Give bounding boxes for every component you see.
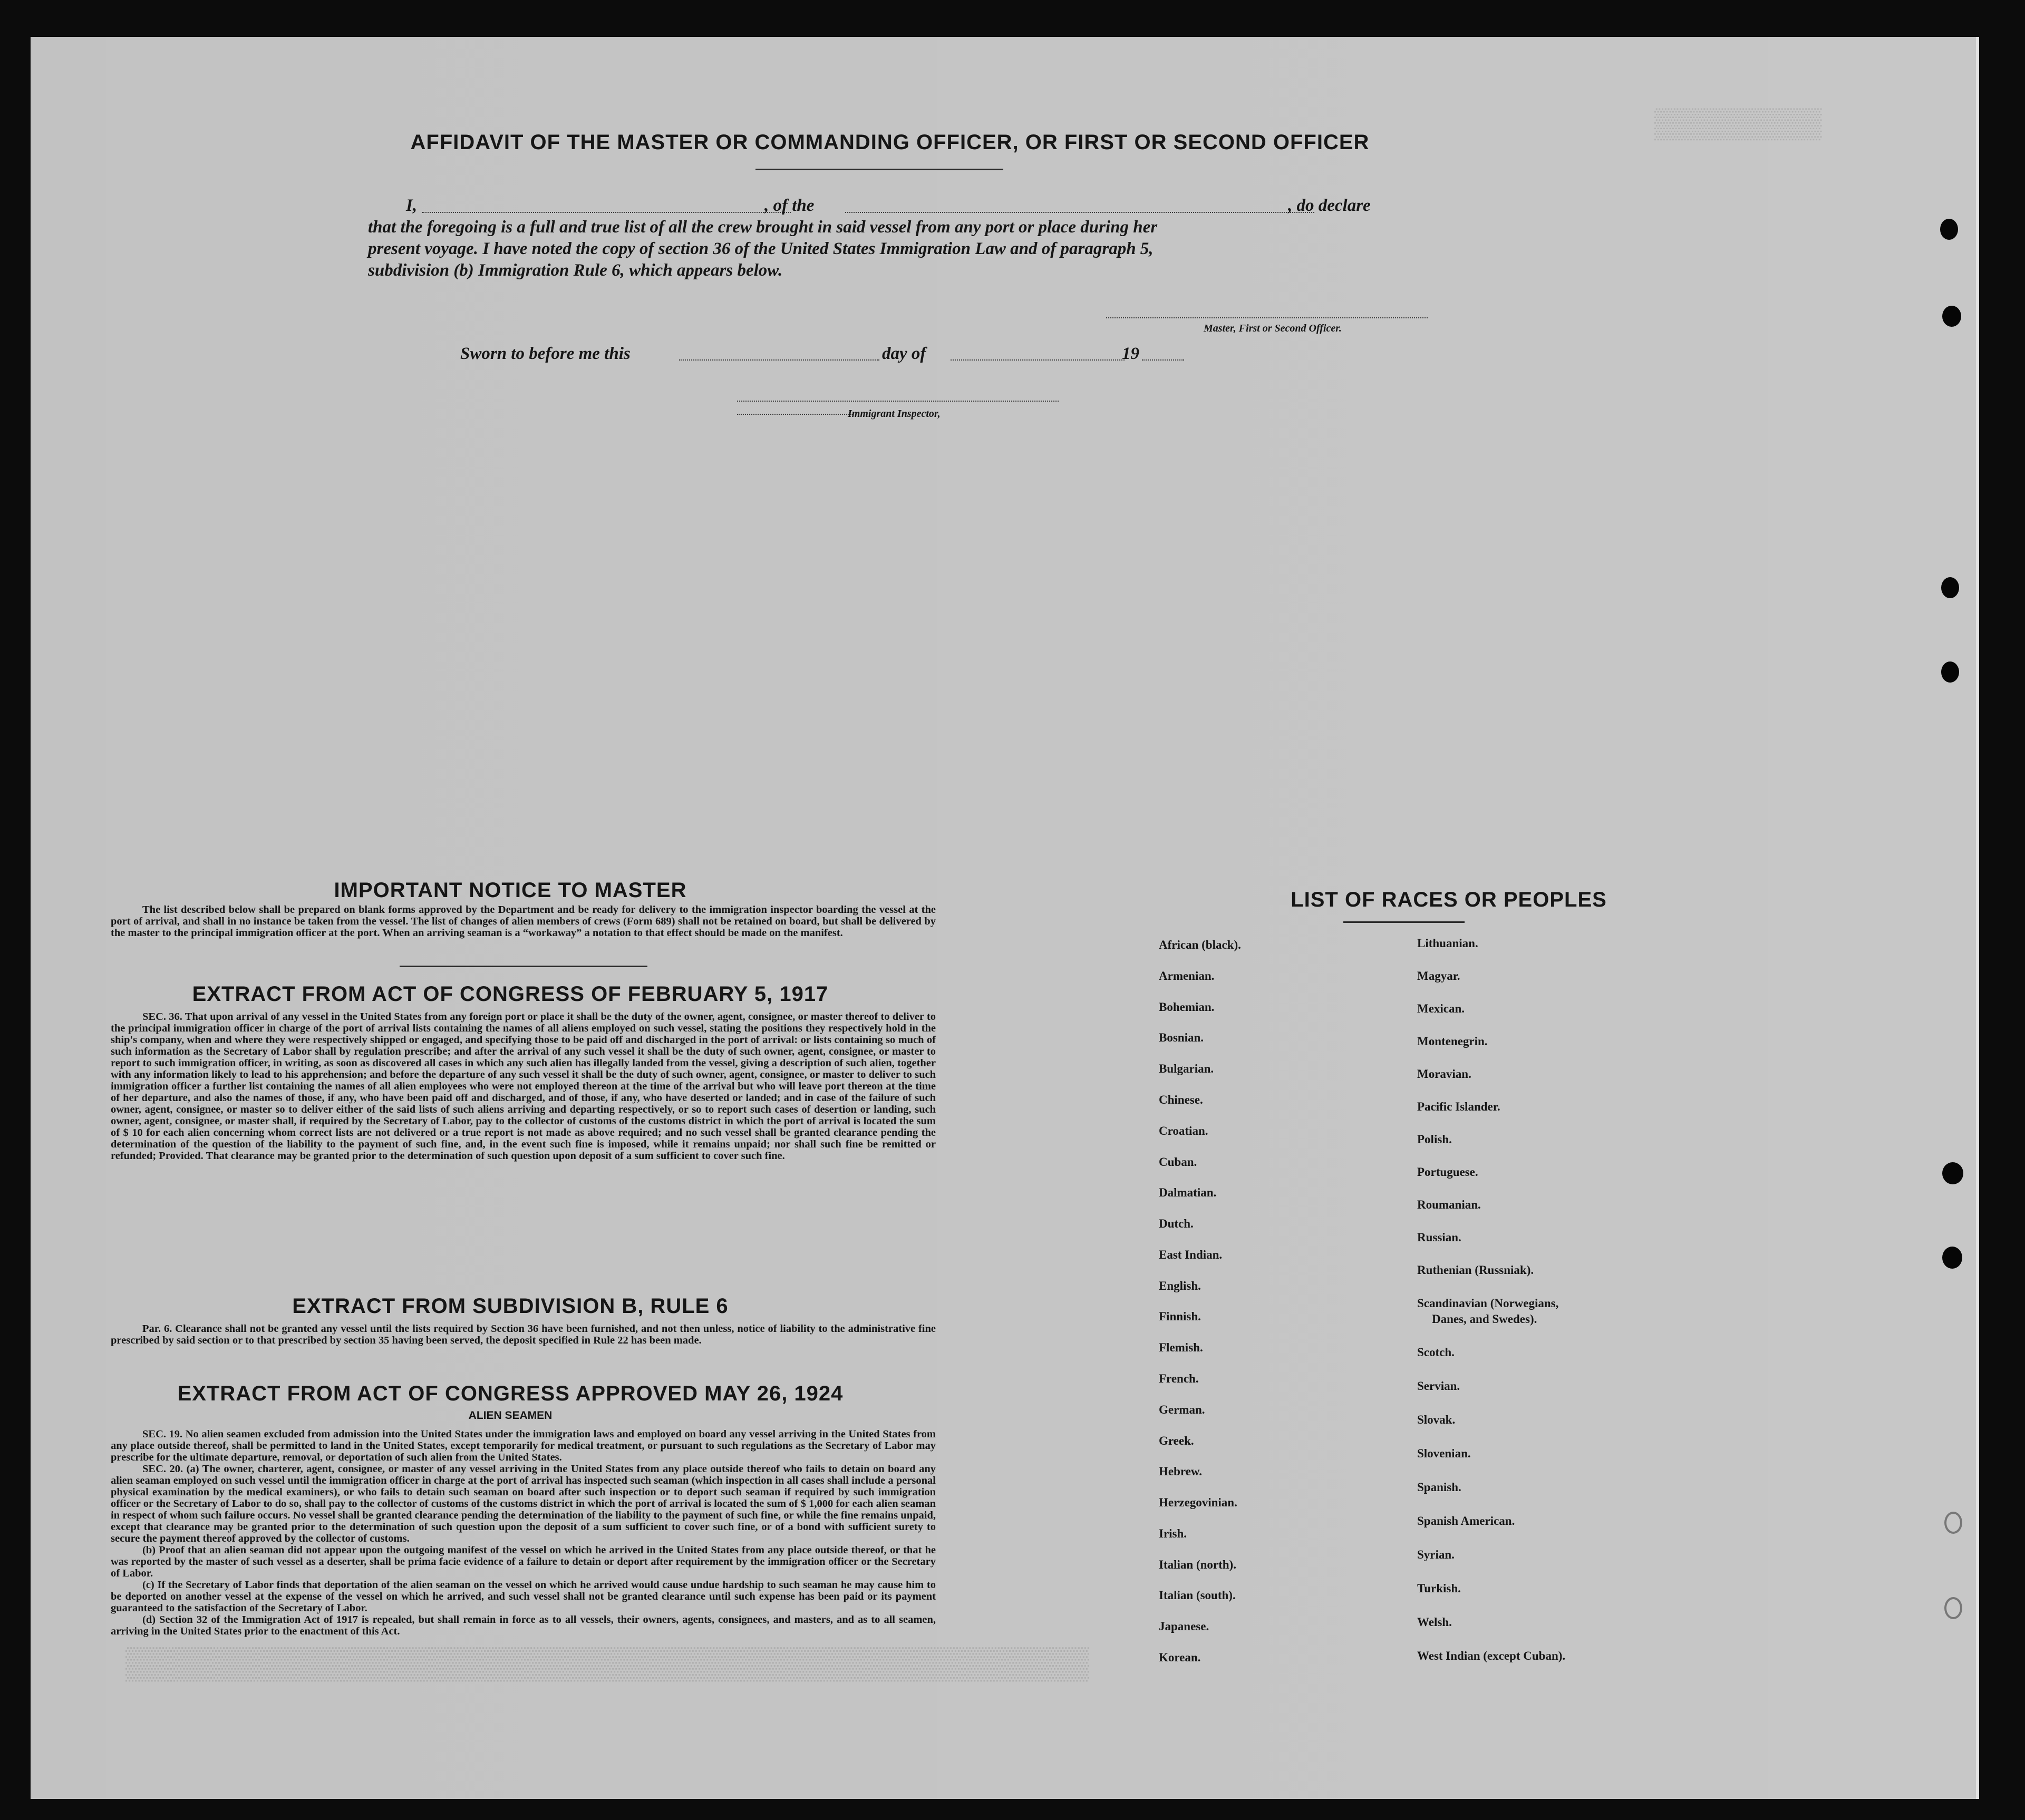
race-item: Mexican. xyxy=(1417,1002,1465,1015)
notice-text xyxy=(111,904,936,939)
race-item: Russian. xyxy=(1417,1231,1461,1244)
race-item: Cuban. xyxy=(1159,1155,1197,1169)
race-item: Roumanian. xyxy=(1417,1198,1481,1211)
race-item: Bosnian. xyxy=(1159,1031,1204,1044)
do-declare-label: , do declare xyxy=(1288,196,1371,215)
race-item: Finnish. xyxy=(1159,1310,1201,1323)
extract-1924-title: EXTRACT FROM ACT OF CONGRESS APPROVED MAY 26, 1924 xyxy=(177,1382,844,1405)
sec-20-a-paragraph: SEC. 20. (a) The owner, charterer, agent, consignee, or master of any vessel arriving in the United States from any place outside thereof who fails to detain on board any alien seaman employed on such vessel until the immigration officer in charge at the port of arrival has inspected such seaman (which inspection in all cases shall include a personal physical examination by the medical examiners), or who fails to detain such seaman on board after such inspection or to deport such seaman if required by such immigration officer or the Secretary of Labor to do so, shall pay to the collector of customs of the customs district in which the port of arrival is located the sum of $ 1,000 for each alien seaman in respect of whom such failure occurs. No vessel shall be granted clearance pending the determination of the liability to the payment of such fine, or while the fine remains unpaid, except that clearance may be granted prior to the determination of such question upon the deposit of a sum sufficient to cover such fine, or of a bond with sufficient surety to secure the payment thereof approved by the collector of customs. xyxy=(111,1463,936,1544)
extract-1917-text xyxy=(111,1011,936,1162)
race-item: Bohemian. xyxy=(1159,1000,1215,1014)
affidavit-line-2: that the foregoing is a full and true list of all the crew brought in said vessel from any port or place during her xyxy=(368,218,1158,237)
notice-title: IMPORTANT NOTICE TO MASTER xyxy=(334,879,687,902)
race-item: Dalmatian. xyxy=(1159,1186,1217,1199)
race-item: English. xyxy=(1159,1279,1201,1292)
i-prefix: I, xyxy=(406,196,418,215)
race-item: Ruthenian (Russniak). xyxy=(1417,1263,1534,1277)
inspector-caption: Immigrant Inspector, xyxy=(848,408,941,420)
race-item: West Indian (except Cuban). xyxy=(1417,1649,1566,1662)
sec-20-d-paragraph: (d) Section 32 of the Immigration Act of 1917 is repealed, but shall remain in force as to all vessels, their owners, agents, consignees, and masters, and as to all seamen, arriving in the United States prior to the enactment of this Act. xyxy=(111,1614,936,1637)
race-item: Greek. xyxy=(1159,1434,1194,1447)
races-underline xyxy=(1343,921,1465,923)
affidavit-title: AFFIDAVIT OF THE MASTER OR COMMANDING OFFICER, OR FIRST OR SECOND OFFICER xyxy=(410,131,1370,154)
binder-hole xyxy=(1942,1247,1962,1269)
race-item: Chinese. xyxy=(1159,1093,1203,1106)
race-item: French. xyxy=(1159,1372,1199,1385)
race-item: Korean. xyxy=(1159,1651,1201,1664)
race-item: Spanish American. xyxy=(1417,1514,1515,1527)
alien-seamen-subtitle: ALIEN SEAMEN xyxy=(468,1409,553,1422)
affidavit-line-4: subdivision (b) Immigration Rule 6, which appears below. xyxy=(368,261,783,280)
sworn-day-blank[interactable] xyxy=(679,359,879,361)
race-item: Slovenian. xyxy=(1417,1447,1471,1460)
sworn-month-blank[interactable] xyxy=(951,359,1125,361)
inspector-short-rule xyxy=(737,414,853,415)
of-the-label: , of the xyxy=(764,196,815,215)
extract-rule6-text xyxy=(111,1323,936,1346)
race-item: Bulgarian. xyxy=(1159,1062,1214,1075)
binder-hole xyxy=(1944,1597,1962,1619)
title-underline xyxy=(755,169,1003,170)
race-item: Servian. xyxy=(1417,1379,1460,1393)
binder-hole xyxy=(1942,1162,1963,1184)
race-item: Welsh. xyxy=(1417,1615,1452,1629)
binder-hole xyxy=(1942,306,1961,327)
binder-hole xyxy=(1941,577,1959,598)
master-signature-blank[interactable] xyxy=(1106,317,1428,318)
year-prefix: 19 xyxy=(1122,344,1139,363)
master-caption: Master, First or Second Officer. xyxy=(1204,323,1342,334)
race-item: Magyar. xyxy=(1417,969,1460,982)
race-item: Turkish. xyxy=(1417,1582,1461,1595)
race-item: Scotch. xyxy=(1417,1346,1455,1359)
sworn-year-blank[interactable] xyxy=(1142,359,1184,361)
race-item: Italian (north). xyxy=(1159,1558,1236,1571)
inspector-signature-blank[interactable] xyxy=(737,401,1059,402)
races-title: LIST OF RACES OR PEOPLES xyxy=(1291,888,1607,911)
race-item: Irish. xyxy=(1159,1527,1187,1540)
notice-divider xyxy=(400,966,647,967)
binder-hole xyxy=(1940,219,1958,240)
race-item: Japanese. xyxy=(1159,1620,1209,1633)
race-item: Danes, and Swedes). xyxy=(1432,1312,1537,1326)
race-item: East Indian. xyxy=(1159,1248,1223,1261)
race-item: Dutch. xyxy=(1159,1217,1194,1230)
race-item: Armenian. xyxy=(1159,969,1215,982)
race-item: Portuguese. xyxy=(1417,1165,1478,1179)
sec-36-paragraph: SEC. 36. That upon arrival of any vessel in the United States from any foreign port or place it shall be the duty of the owner, agent, consignee, or master thereof to deliver to the principal immigration officer in charge of the port of arrival lists containing the names of all aliens employed on such vessel, stating the positions they respectively hold in the ship's company, when and where they were respectively shipped or engaged, and specifying those to be paid off and discharged in the port of arrival: or lists containing so much of such information as the Secretary of Labor shall by regulation prescribe; and after the arrival of any such vessel it shall be the duty of such owner, agent, consignee, or master to report to such immigration officer, in writing, as soon as discovered all cases in which any such alien has illegally landed from the vessel, giving a description of such alien, together with any information likely to lead to his apprehension; and before the departure of any such vessel it shall be the duty of such owner, agent, consignee, or master to deliver to such immigration officer a further list containing the names of all alien employees who were not employed thereon at the time of the arrival but who will leave port thereon at the time of her departure, and also the names of those, if any, who have been paid off and discharged, and of those, if any, who have deserted or landed; and in case of the failure of such owner, agent, consignee, or master so to deliver either of the said lists of such aliens arriving and departing respectively, or so to report such cases of desertion or landing, such owner, agent, consignee, or master shall, if required by the Secretary of Labor, pay to the collector of customs of the customs district in which the port of arrival is located the sum of $ 10 for each alien concerning whom correct lists are not delivered or a true report is not made as above required; and no such vessel shall be granted clearance pending the determination of the question of the liability to the payment of such fine, and, in the event such fine is imposed, while it remains unpaid; nor shall such fine be remitted or refunded; Provided. That clearance may be granted prior to the determination of such question upon deposit of a sum sufficient to cover such fine. xyxy=(111,1011,936,1162)
bleed-through: ▒▒▒▒▒▒▒▒▒▒▒▒▒▒▒▒▒▒▒▒▒▒▒▒▒▒▒▒▒▒▒▒▒▒▒▒▒▒▒▒▒▒▒ xyxy=(125,1645,1089,1680)
race-item: Montenegrin. xyxy=(1417,1035,1488,1048)
par-6-paragraph: Par. 6. Clearance shall not be granted any vessel until the lists required by Section 36 have been furnished, and not then unless, notice of liability to the administrative fine prescribed by said section or to that prescribed by section 35 having been served, the deposit specified in Rule 22 has been made. xyxy=(111,1323,936,1346)
notice-paragraph: The list described below shall be prepared on blank forms approved by the Department and be ready for delivery to the immigration inspector boarding the vessel at the port of arrival, and shall in no instance be taken from the vessel. The list of changes of alien members of crews (Form 689) shall not be retained on board, but shall be delivered by the master to the principal immigration officer at the port. When an arriving seaman is a “workaway” a notation to that effect should be made on the manifest. xyxy=(111,904,936,939)
race-item: Scandinavian (Norwegians, xyxy=(1417,1297,1559,1310)
name-blank[interactable] xyxy=(422,212,791,213)
race-item: Flemish. xyxy=(1159,1341,1203,1354)
race-item: Pacific Islander. xyxy=(1417,1100,1500,1113)
vessel-blank[interactable] xyxy=(845,212,1314,213)
race-item: Italian (south). xyxy=(1159,1589,1236,1602)
race-item: Syrian. xyxy=(1417,1548,1455,1561)
extract-1917-title: EXTRACT FROM ACT OF CONGRESS OF FEBRUARY 5, 1917 xyxy=(192,982,829,1006)
race-item: Moravian. xyxy=(1417,1067,1471,1081)
race-item: African (black). xyxy=(1159,938,1241,951)
form-page xyxy=(31,37,1979,1799)
race-item: Polish. xyxy=(1417,1133,1452,1146)
race-item: Spanish. xyxy=(1417,1481,1461,1494)
race-item: German. xyxy=(1159,1403,1205,1416)
race-item: Hebrew. xyxy=(1159,1465,1202,1478)
extract-1924-text xyxy=(111,1428,936,1637)
binder-hole xyxy=(1941,661,1959,683)
sec-19-paragraph: SEC. 19. No alien seamen excluded from admission into the United States under the immigration laws and employed on board any vessel arriving in the United States from any place outside thereof, shall be permitted to land in the United States, except temporarily for medical treatment, or pursuant to such regulations as the Secretary of Labor may prescribe for the ultimate departure, removal, or deportation of such alien from the United States. xyxy=(111,1428,936,1463)
sec-20-c-paragraph: (c) If the Secretary of Labor finds that deportation of the alien seaman on the vessel on which he arrived would cause undue hardship to such seaman he may cause him to be deported on another vessel at the expense of the vessel on which he arrived, and such vessel shall not be granted clearance until such expense has been paid or its payment guaranteed to the satisfaction of the Secretary of Labor. xyxy=(111,1579,936,1614)
binder-hole xyxy=(1944,1512,1962,1534)
bleed-through: ▒▒▒▒▒▒▒▒ xyxy=(1654,106,1822,139)
race-item: Croatian. xyxy=(1159,1124,1208,1137)
race-item: Lithuanian. xyxy=(1417,937,1478,950)
extract-rule6-title: EXTRACT FROM SUBDIVISION B, RULE 6 xyxy=(292,1295,729,1318)
sec-20-b-paragraph: (b) Proof that an alien seaman did not appear upon the outgoing manifest of the vessel on which he arrived in the United States from any place outside thereof, or that he was reported by the master of such vessel as a deserter, shall be prima facie evidence of a failure to detain or deport after requirement by the immigration officer or the Secretary of Labor. xyxy=(111,1544,936,1579)
sworn-label: Sworn to before me this xyxy=(460,344,631,363)
affidavit-line-3: present voyage. I have noted the copy of section 36 of the United States Immigration Law and of paragraph 5, xyxy=(368,239,1154,258)
day-of-label: day of xyxy=(882,344,926,363)
race-item: Slovak. xyxy=(1417,1413,1456,1426)
race-item: Herzegovinian. xyxy=(1159,1496,1237,1509)
